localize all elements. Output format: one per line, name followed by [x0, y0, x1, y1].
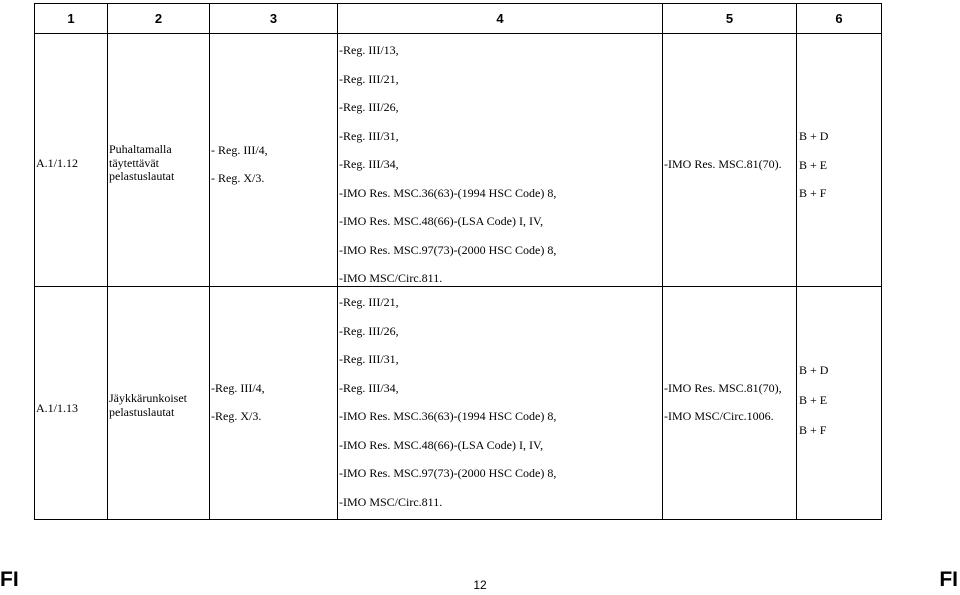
eu-refs-cell [210, 287, 338, 520]
column-header: 5 [663, 4, 797, 34]
eu-refs: - Reg. III/4, - Reg. X/3. [211, 143, 268, 185]
item-name: Jäykkärunkoiset pelastuslautat [109, 391, 187, 419]
imo-refs-cell [338, 34, 663, 287]
equipment-table [34, 3, 882, 520]
modules: B + D B + E B + F [799, 363, 829, 437]
imo-refs: -Reg. III/13, -Reg. III/21, -Reg. III/26, -Reg. III/31, -Reg. III/34, -IMO Res. MSC.36(63)-(1994 HSC Code) 8, -IMO Res. MSC.48(66)-(LSA Code) I, IV, -IMO Res. MSC.97(73)-(2000 HSC Code) 8, -IMO MSC/Circ.811. [339, 43, 557, 285]
page-number: 12 [473, 578, 487, 592]
column-header: 4 [338, 4, 663, 34]
test-standards-cell [663, 287, 797, 520]
footer-language-label-right: FI [939, 568, 958, 591]
item-id-cell [35, 287, 108, 520]
test-standards: -IMO Res. MSC.81(70), -IMO MSC/Circ.1006. [664, 381, 782, 423]
eu-refs: -Reg. III/4, -Reg. X/3. [211, 381, 265, 423]
eu-refs-cell [210, 34, 338, 287]
test-standard: -IMO Res. MSC.81(70). [664, 157, 782, 171]
modules-cell [797, 287, 882, 520]
item-name: Puhaltamalla täytettävät pelastuslautat [109, 142, 175, 183]
modules: B + D B + E B + F [799, 129, 829, 200]
column-header: 2 [108, 4, 210, 34]
table-row [35, 34, 882, 287]
column-header: 6 [797, 4, 882, 34]
column-header: 3 [210, 4, 338, 34]
item-name-cell [108, 287, 210, 520]
table-header-row [35, 4, 882, 34]
footer-language-label-left: FI [0, 568, 19, 591]
item-id: A.1/1.12 [36, 156, 78, 170]
item-id: A.1/1.13 [36, 401, 78, 415]
modules-cell [797, 34, 882, 287]
item-id-cell [35, 34, 108, 287]
table-row [35, 287, 882, 520]
item-name-cell [108, 34, 210, 287]
test-standards-cell [663, 34, 797, 287]
imo-refs-cell [338, 287, 663, 520]
column-header: 1 [35, 4, 108, 34]
imo-refs: -Reg. III/21, -Reg. III/26, -Reg. III/31, -Reg. III/34, -IMO Res. MSC.36(63)-(1994 HSC Code) 8, -IMO Res. MSC.48(66)-(LSA Code) I, IV, -IMO Res. MSC.97(73)-(2000 HSC Code) 8, -IMO MSC/Circ.811. [339, 295, 557, 509]
